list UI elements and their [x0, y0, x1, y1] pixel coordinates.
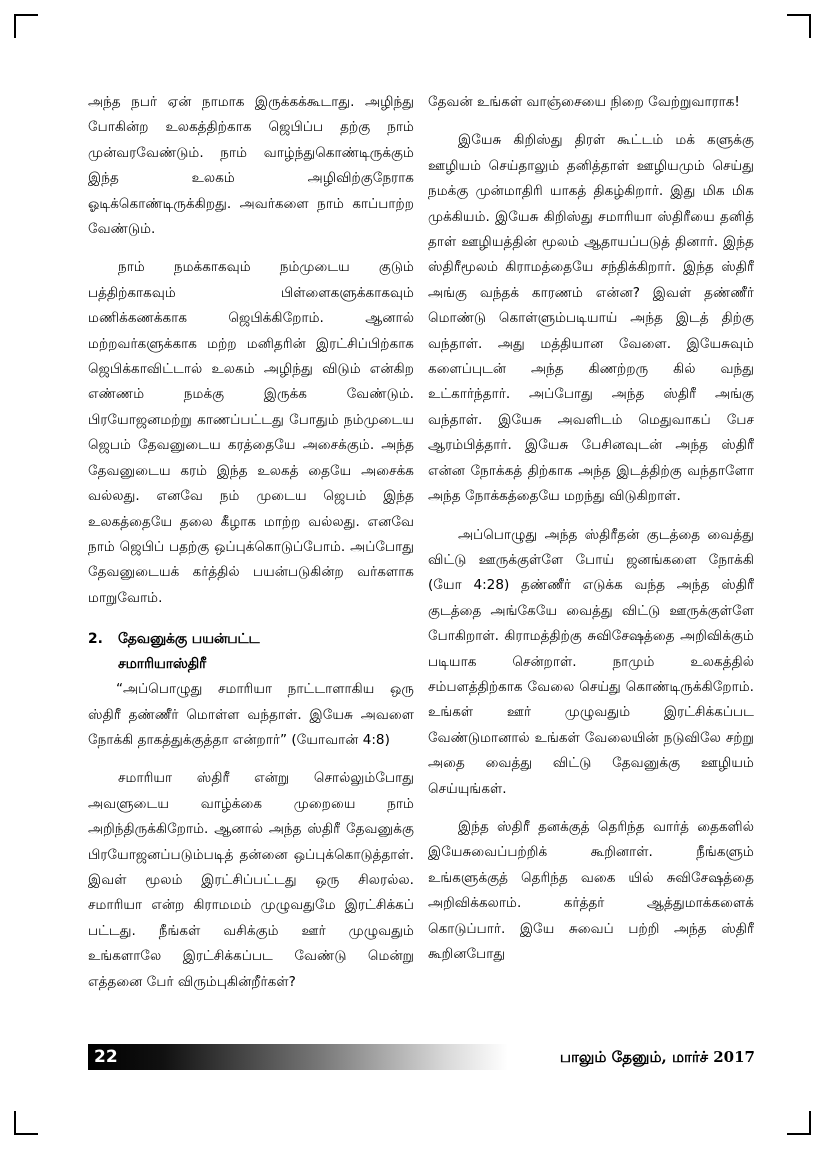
paragraph: இந்த ஸ்திரீ தனக்குத் தெரிந்த வார்த் தைகளில் இயேசுவைப்பற்றிக் கூறினாள். நீங்களும் உங்களுக்குத் தெரிந்த வகை யில் சுவிசேஷத்தை அறிவிக்கலாம். கர்த்தர் ஆத்துமாக்களைக் கொடுப்பார். இயே சுவைப் பற்றி அந்த ஸ்திரீ கூறினபோது: [428, 818, 754, 962]
section-title-line1: தேவனுக்கு பயன்பட்ட: [118, 631, 260, 648]
page-number: 22: [94, 1047, 118, 1067]
paragraph: நாம் நமக்காகவும் நம்முடைய குடும் பத்திற்காகவும் பிள்ளைகளுக்காகவும் மணிக்கணக்காக ஜெபிக்கிறோம். ஆனால் மற்றவர்களுக்காக மற்ற மனிதரின் இரட்சிப்பிற்காக ஜெபிக்காவிட்டால் உலகம் அழிந்து விடும் என்கிற எண்ணம் நமக்கு இருக்க வேண்டும். பிரயோஜனமற்று காணப்பட்டது போதும் நம்முடைய ஜெபம் தேவனுடைய கரத்தையே அசைக்கும். அந்த தேவனுடைய கரம் இந்த உலகத் தையே அசைக்க வல்லது. எனவே நம் முடைய ஜெபம் இந்த உலகத்தையே தலை கீழாக மாற்ற வல்லது. எனவே நாம் ஜெபிப் பதற்கு ஒப்புக்கொடுப்போம். அப்போது தேவனுடையக் கர்த்தில் பயன்படுகின்ற வர்களாக மாறுவோம்.: [88, 259, 414, 606]
paragraph: தேவன் உங்கள் வாஞ்சையை நிறை வேற்றுவாராக!: [428, 94, 740, 110]
crop-mark-top-left: [14, 14, 38, 38]
paragraph: இயேசு கிறிஸ்து திரள் கூட்டம் மக் களுக்கு ஊழியம் செய்தாலும் தனித்தாள் ஊழியமும் செய்து நமக்கு முன்மாதிரி யாகத் திகழ்கிறார். இது மிக மிக முக்கியம். இயேசு கிறிஸ்து சமாரியா ஸ்திரீயை தனித் தாள் ஊழியத்தின் மூலம் ஆதாயப்படுத் தினார். இந்த ஸ்திரீமூலம் கிராமத்தையே சந்திக்கிறார். இந்த ஸ்திரீ அங்கு வந்தக் காரணம் என்ன? இவள் தண்ணீர் மொண்டு கொள்ளும்படியாய் அந்த இடத் திற்கு வந்தாள். அது மத்தியான வேளை. இயேசுவும் களைப்புடன் அந்த கிணற்றரு கில் வந்து உட்கார்ந்தார். அப்போது அந்த ஸ்திரீ அங்கு வந்தாள். இயேசு அவளிடம் மெதுவாகப் பேச ஆரம்பித்தார். இயேசு பேசினவுடன் அந்த ஸ்திரீ என்ன நோக்கத் திற்காக அந்த இடத்திற்கு வந்தாளோ அந்த நோக்கத்தையே மறந்து விடுகிறாள்.: [428, 132, 754, 505]
crop-mark-top-right: [787, 14, 811, 38]
footer-gradient-bar: [88, 1044, 508, 1070]
paragraph: அப்பொழுது அந்த ஸ்திரீதன் குடத்தை வைத்து விட்டு ஊருக்குள்ளே போய் ஜனங்களை நோக்கி (யோ 4:28) தண்ணீர் எடுக்க வந்த அந்த ஸ்திரீ குடத்தை அங்கேயே வைத்து விட்டு ஊருக்குள்ளே போகிறாள். கிராமத்திற்கு சுவிசேஷத்தை அறிவிக்கும் படியாக சென்றாள். நாமும் உலகத்தில் சம்பளத்திற்காக வேலை செய்து கொண்டிருக்கிறோம். உங்கள் ஊர் முழுவதும் இரட்சிக்கப்பட வேண்டுமானால் உங்கள் வேலையின் நடுவிலே சற்று அதை வைத்து விட்டு தேவனுக்கு ஊழியம் செய்யுங்கள்.: [428, 526, 754, 797]
section-heading: [88, 627, 414, 677]
left-column: [88, 90, 414, 995]
paragraph: சமாரியா ஸ்திரீ என்று சொல்லும்போது அவளுடைய வாழ்க்கை முறையை நாம் அறிந்திருக்கிறோம். ஆனால் அந்த ஸ்திரீ தேவனுக்கு பிரயோஜனப்படும்படித் தன்னை ஒப்புக்கொடுத்தாள். இவள் மூலம் இரட்சிப்பட்டது ஒரு சிலரல்ல. சமாரியா என்ற கிராமமம் முழுவதுமே இரட்சிக்கப் பட்டது. நீங்கள் வசிக்கும் ஊர் முழுவதும் உங்களாலே இரட்சிக்கப்பட வேண்டு மென்று எத்தனை பேர் விரும்புகின்றீர்கள்?: [88, 770, 414, 990]
crop-mark-bottom-left: [14, 1111, 38, 1135]
issue-label: பாலும் தேனும், மார்ச் 2017: [559, 1048, 755, 1066]
section-title-line2: சமாரியாஸ்திரீ: [118, 656, 207, 673]
scripture-quote: “அப்பொழுது சமாரியா நாட்டாளாகிய ஒரு ஸ்திரீ தண்ணீர் மொள்ள வந்தாள். இயேசு அவளை நோக்கி தாகத்துக்குத்தா என்றார்” (யோவான் 4:8): [88, 681, 414, 748]
crop-mark-bottom-right: [787, 1111, 811, 1135]
section-number: 2.: [88, 631, 103, 648]
page-footer: [88, 1043, 755, 1071]
right-column: [428, 90, 754, 967]
paragraph: அந்த நபர் ஏன் நாமாக இருக்கக்கூடாது. அழிந்து போகின்ற உலகத்திற்காக ஜெபிப்ப தற்கு நாம் முன்வரவேண்டும். நாம் வாழ்ந்துகொண்டிருக்கும் இந்த உலகம் அழிவிற்குநேராக ஓடிக்கொண்டிருக்கிறது. அவர்களை நாம் காப்பாற்ற வேண்டும்.: [88, 94, 414, 238]
